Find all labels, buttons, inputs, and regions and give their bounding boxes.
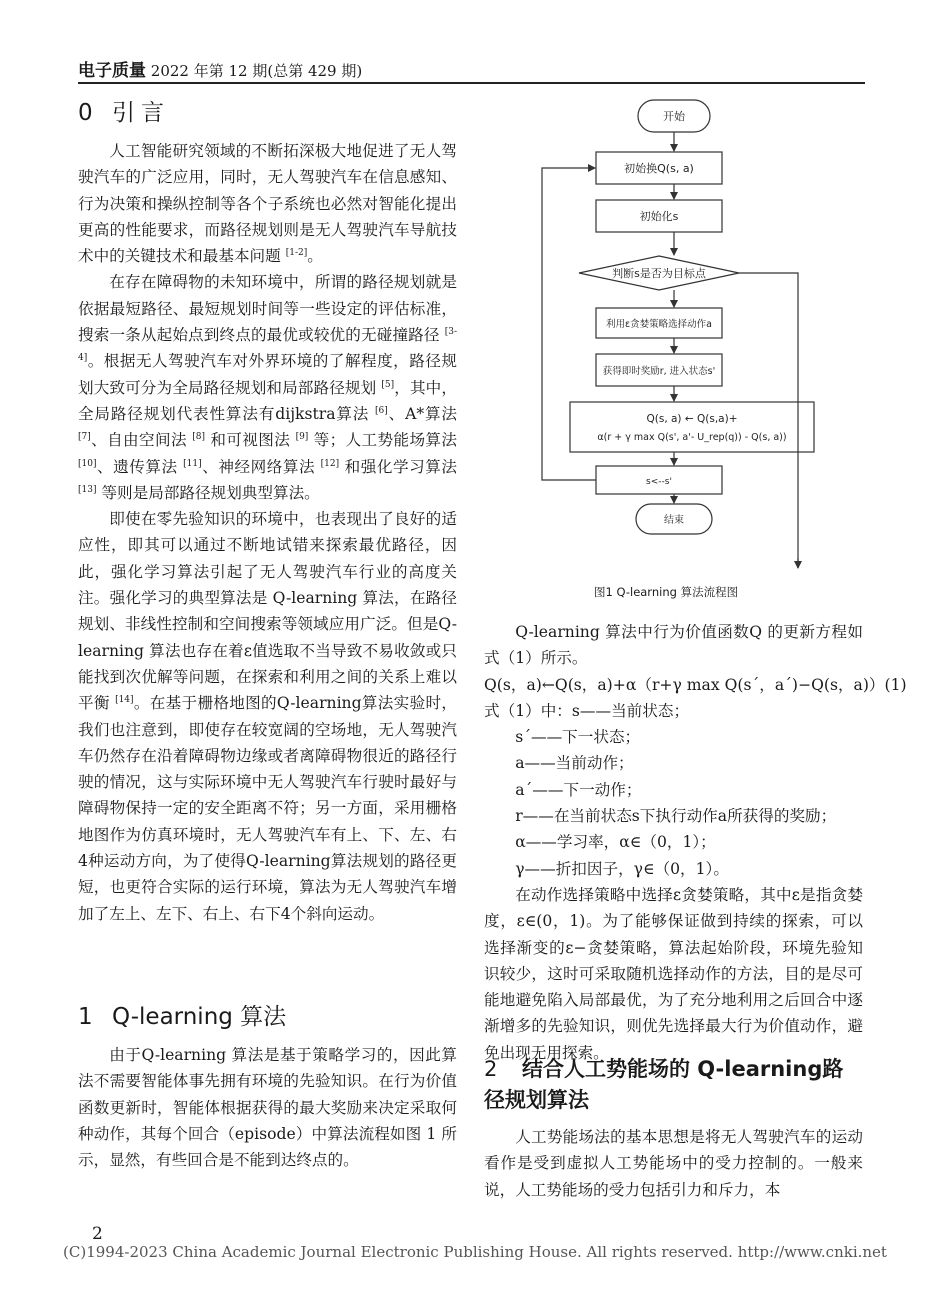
section-number: 0: [78, 100, 93, 126]
copyright-notice: (C)1994-2023 China Academic Journal Electronic Publishing House. All rights reserved. http://www.cnki.net: [63, 1243, 887, 1261]
flow-init-s-label: 初始化s: [639, 210, 679, 223]
paragraph-qlearning: 由于Q-learning 算法是基于策略学习的，因此算法不需要智能体事先拥有环境的先验知识。在行为价值函数更新时，智能体根据获得的最大奖励来决定采取何种动作，其每个回合（episode）中算法流程如图 1 所示，显然，有些回合是不能到达终点的。: [78, 1046, 457, 1170]
paragraph-intro-2: 在存在障碍物的未知环境中，所谓的路径规划就是依据最短路径、最短规划时间等一些设定的评估标准，搜索一条从起始点到终点的最优或较优的无碰撞路径 [3-4]。根据无人驾驶汽车对外界环境的了解程度，路径规划大致可分为全局路径规划和局部路径规划 [5]，其中，全局路径规划代表性算法有dijkstra算法 [6]、A*算法 [7]、自由空间法 [8] 和可视图法 [9] 等；人工势能场算法 [10]、遗传算法 [11]、神经网络算法 [12] 和强化学习算法 [13] 等则是局部路径规划典型算法。: [78, 273, 458, 502]
flow-start-label: 开始: [663, 110, 685, 123]
issue-info: 2022 年第 12 期(总第 429 期): [150, 62, 363, 80]
section-number: 2: [484, 1057, 498, 1081]
flow-select-label: 利用ε贪婪策略选择动作a: [606, 319, 712, 330]
flow-reward-label: 获得即时奖励r, 进入状态s': [602, 366, 716, 377]
section-title: 引言: [112, 100, 170, 126]
paragraph-intro-3: 即使在零先验知识的环境中，也表现出了良好的适应性，即其可以通过不断地试错来探索最优路径，因此，强化学习算法引起了无人驾驶汽车行业的高度关注。强化学习的典型算法是 Q-learning 算法，在路径规划、非线性控制和空间搜索等领域应用广泛。但是Q-learning 算法也存在着ε值选取不当导致不易收敛或只能找到次优解等问题，在探索和利用之间的关系上难以平衡 [14]。在基于栅格地图的Q-learning算法实验时，我们也注意到，即使存在较宽阔的空场地，无人驾驶汽车仍然存在沿着障碍物边缘或者离障碍物很近的路径行驶的情况，这与实际环境中无人驾驶汽车行驶时最好与障碍物保持一定的安全距离不符；另一方面，采用栅格地图作为仿真环境时，无人驾驶汽车有上、下、左、右4种运动方向，为了使得Q-learning算法规划的路径更短，也更符合实际的运行环境，算法为无人驾驶汽车增加了左上、左下、右上、右下4个斜向运动。: [78, 510, 457, 923]
flow-decision-label: 判断s是否为目标点: [612, 267, 706, 280]
def-reward: r——在当前状态s下执行动作a所获得的奖励；: [515, 807, 837, 826]
section-0-heading: [78, 98, 170, 128]
left-column-text: [78, 138, 457, 927]
header-rule: [78, 82, 865, 84]
def-learning-rate: α——学习率，α∈（0，1）；: [515, 833, 716, 852]
flow-init-q-label: 初始换Q(s, a): [624, 162, 694, 175]
section-title: Q-learning 算法: [112, 1004, 287, 1030]
flow-assign-label: s<--s': [646, 477, 672, 487]
formula-intro: Q-learning 算法中行为价值函数Q 的更新方程如式（1）所示。: [484, 623, 863, 668]
formula-where: 式（1）中：s——当前状态；: [484, 701, 690, 720]
running-header: [78, 56, 362, 81]
left-column-section1: [78, 1042, 457, 1173]
def-discount: γ——折扣因子，γ∈（0，1）。: [515, 859, 729, 878]
right-column-text: [484, 619, 907, 1066]
section-number: 1: [78, 1004, 93, 1030]
section-2-heading: [484, 1054, 863, 1116]
flow-update-line2: α(r + γ max Q(s', a'- U_rep(q)) - Q(s, a)): [597, 432, 787, 443]
def-next-state: s´——下一状态；: [515, 728, 641, 747]
section-1-heading: [78, 1002, 286, 1032]
flow-update-node: [570, 402, 814, 452]
paragraph-epsilon: 在动作选择策略中选择ε贪婪策略，其中ε是指贪婪度，ε∈(0，1)。为了能够保证做到持续的探索，可以选择渐变的ε−贪婪策略，算法起始阶段，环境先验知识较少，这时可采取随机选择动作的方法，目的是尽可能地避免陷入局部最优，为了充分地利用之后回合中逐渐增多的先验知识，则优先选择最大行为价值动作，避免出现无用探索。: [484, 885, 863, 1062]
right-column-section2: [484, 1124, 863, 1203]
def-action: a——当前动作；: [515, 754, 634, 773]
section-title: 结合人工势能场的 Q-learning路径规划算法: [484, 1057, 844, 1112]
journal-name: 电子质量: [78, 61, 146, 81]
qlearning-flowchart: [530, 96, 820, 574]
paragraph-intro-1: 人工智能研究领域的不断拓深极大地促进了无人驾驶汽车的广泛应用，同时，无人驾驶汽车在信息感知、行为决策和操纵控制等各个子系统也必然对智能化提出更高的性能要求，而路径规划则是无人驾驶汽车导航技术中的关键技术和最基本问题 [1-2]。: [78, 142, 457, 266]
figure-caption: 图1 Q-learning 算法流程图: [594, 585, 739, 599]
flow-end-label: 结束: [664, 515, 684, 526]
flow-update-line1: Q(s, a) ← Q(s,a)+: [646, 413, 738, 425]
def-next-action: a´——下一动作；: [515, 780, 642, 799]
paragraph-apf: 人工势能场法的基本思想是将无人驾驶汽车的运动看作是受到虚拟人工势能场中的受力控制的。一般来说，人工势能场的受力包括引力和斥力，本: [484, 1128, 863, 1199]
formula-1: Q(s，a)←Q(s，a)+α（r+γ max Q(s´，a´)−Q(s，a)）(1): [484, 675, 907, 694]
page-number: 2: [92, 1224, 103, 1244]
